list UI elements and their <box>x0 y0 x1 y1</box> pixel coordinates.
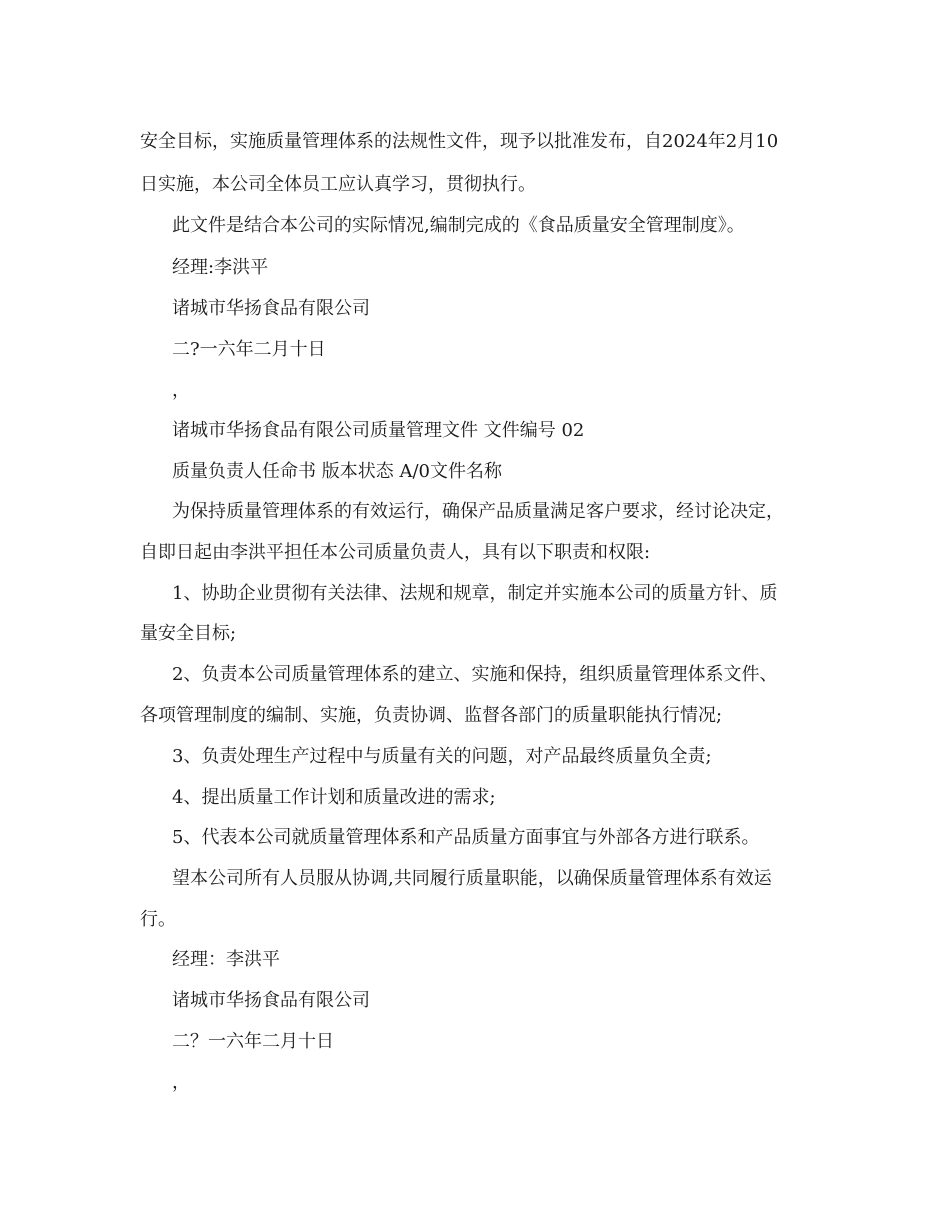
text-line: 经理：李洪平 <box>172 949 280 970</box>
text-line: 安全目标，实施质量管理体系的法规性文件，现予以批准发布，自2024年2月10 <box>140 131 779 152</box>
text-line: 4、提出质量工作计划和质量改进的需求; <box>172 787 496 808</box>
text-line: 经理:李洪平 <box>172 257 269 278</box>
text-line: 3、负责处理生产过程中与质量有关的问题，对产品最终质量负全责; <box>172 746 712 767</box>
text-line: 5、代表本公司就质量管理体系和产品质量方面事宜与外部各方进行联系。 <box>172 827 760 848</box>
text-line: ， <box>172 380 190 401</box>
text-line: ， <box>172 1072 190 1093</box>
text-line: 日实施，本公司全体员工应认真学习，贯彻执行。 <box>140 174 536 195</box>
text-line: 量安全目标; <box>140 623 237 644</box>
text-line: 质量负责人任命书 版本状态 A/0文件名称 <box>172 461 502 482</box>
text-line: 诸城市华扬食品有限公司 <box>172 298 370 319</box>
text-line: 诸城市华扬食品有限公司质量管理文件 文件编号 02 <box>172 420 585 441</box>
text-line: 为保持质量管理体系的有效运行，确保产品质量满足客户要求，经讨论决定， <box>172 501 784 522</box>
text-line: 1、协助企业贯彻有关法律、法规和规章，制定并实施本公司的质量方针、质 <box>172 583 778 604</box>
text-line: 行。 <box>140 909 176 930</box>
text-line: 二?一六年二月十日 <box>172 339 326 360</box>
text-line: 此文件是结合本公司的实际情况,编制完成的《食品质量安全管理制度》。 <box>172 215 745 236</box>
text-line: 二？一六年二月十日 <box>172 1031 334 1052</box>
text-line: 自即日起由李洪平担任本公司质量负责人，具有以下职责和权限: <box>140 542 651 563</box>
text-line: 2、负责本公司质量管理体系的建立、实施和保持，组织质量管理体系文件、 <box>172 664 778 685</box>
text-line: 各项管理制度的编制、实施，负责协调、监督各部门的质量职能执行情况; <box>140 705 723 726</box>
text-line: 望本公司所有人员服从协调,共同履行质量职能，以确保质量管理体系有效运 <box>172 868 772 889</box>
text-line: 诸城市华扬食品有限公司 <box>172 990 370 1011</box>
